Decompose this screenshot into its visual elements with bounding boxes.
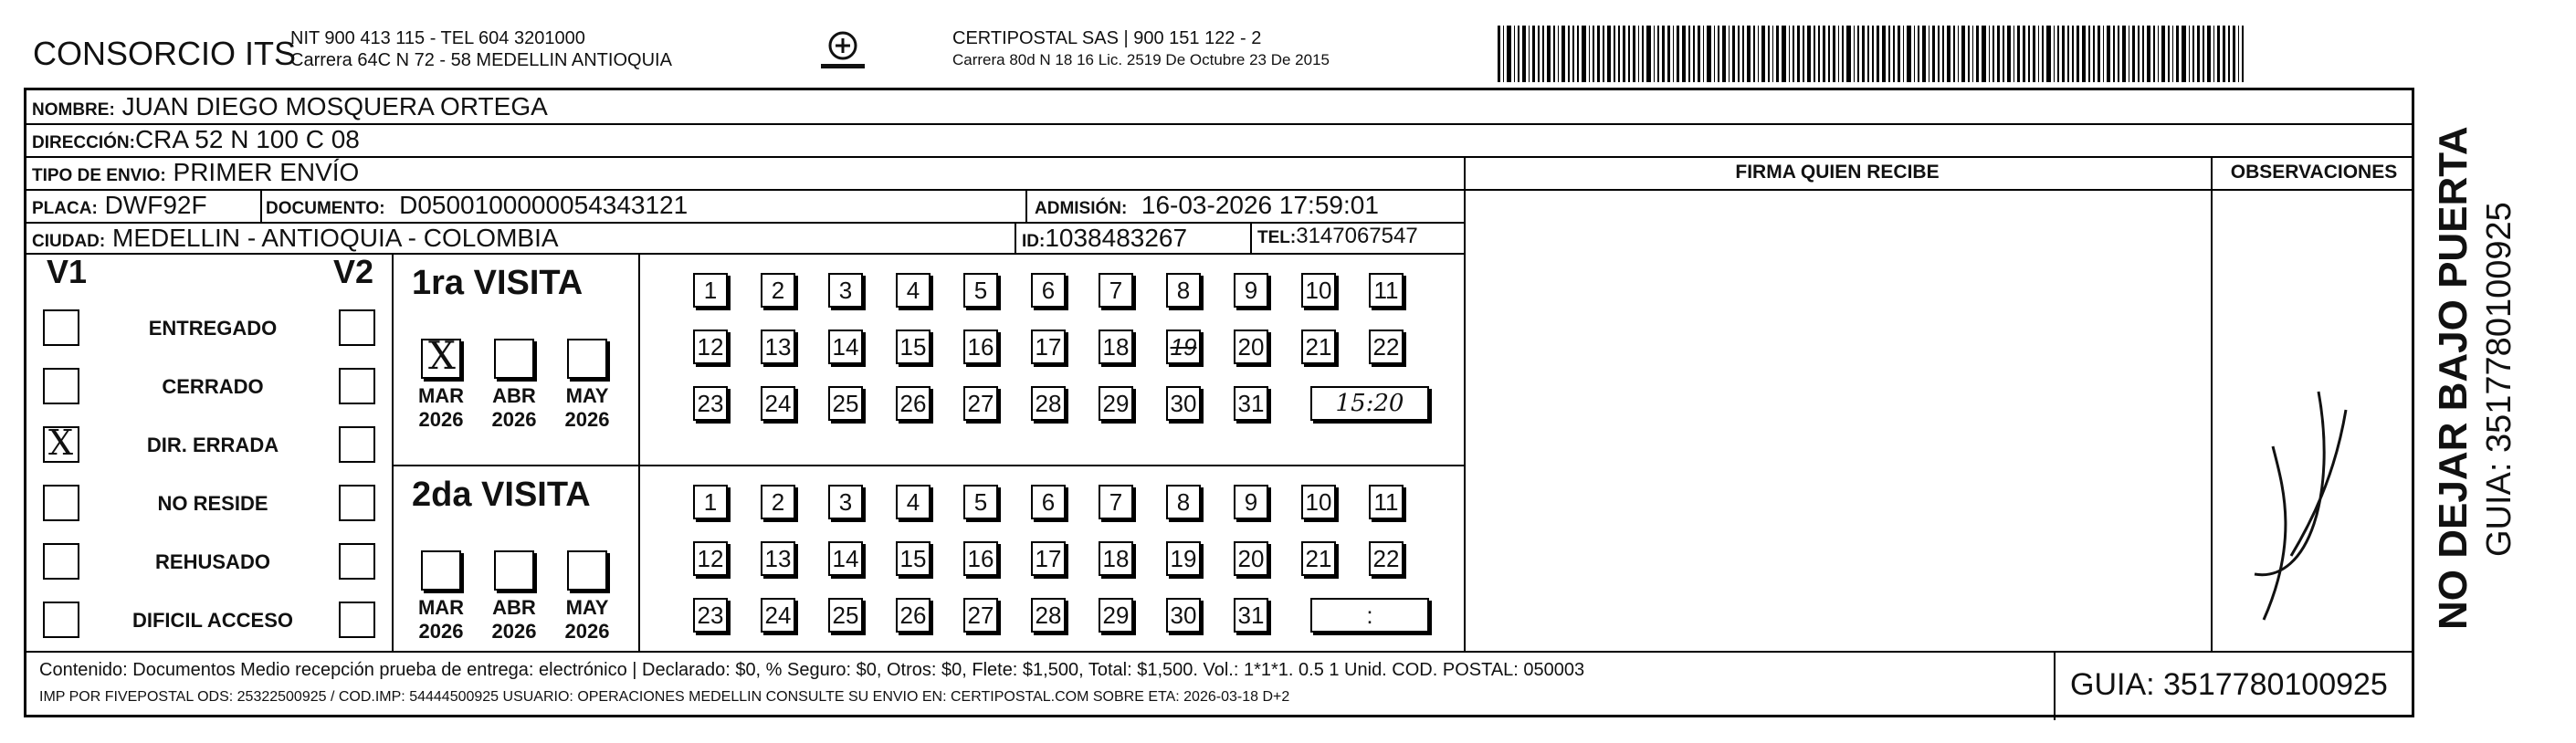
- day-box[interactable]: 18: [1099, 541, 1133, 576]
- side-guia: GUIA: 3517780100925: [2480, 202, 2518, 557]
- day-box[interactable]: 29: [1099, 386, 1133, 421]
- day-box[interactable]: 24: [761, 598, 795, 633]
- v2-checkbox[interactable]: [339, 426, 375, 463]
- day-box[interactable]: 5: [963, 273, 998, 308]
- placa-field: PLACA: DWF92F: [32, 191, 207, 219]
- month-checkbox[interactable]: [567, 550, 607, 591]
- day-box[interactable]: 11: [1369, 273, 1404, 308]
- day-box[interactable]: 21: [1301, 541, 1336, 576]
- day-box[interactable]: 6: [1031, 485, 1066, 519]
- v2-label: V2: [333, 253, 374, 290]
- day-box[interactable]: 3: [828, 273, 863, 308]
- day-box[interactable]: 7: [1099, 273, 1133, 308]
- second-visit-title: 2da VISITA: [412, 476, 591, 514]
- v1-checkbox[interactable]: [43, 485, 79, 521]
- footer-print-info: IMP POR FIVEPOSTAL ODS: 25322500925 / COD.IMP: 54444500925 USUARIO: OPERACIONES MEDELLIN CONSULTE SU ENVIO EN: CERTIPOSTAL.COM SOBRE ETA: 2026-03-18 D+2: [39, 689, 1290, 705]
- day-box[interactable]: 25: [828, 386, 863, 421]
- certipostal-logo-icon: [815, 27, 870, 75]
- company-info: [290, 27, 672, 71]
- day-box[interactable]: 29: [1099, 598, 1133, 633]
- day-box[interactable]: 3: [828, 485, 863, 519]
- v2-checkbox[interactable]: [339, 543, 375, 580]
- day-box[interactable]: 19: [1166, 541, 1201, 576]
- documento-field: DOCUMENTO: D0500100000054343121: [266, 191, 689, 219]
- day-box[interactable]: 15: [896, 541, 931, 576]
- delivery-form: [24, 88, 2414, 717]
- day-box[interactable]: 1: [693, 273, 728, 308]
- check-mark: X: [428, 333, 456, 378]
- day-box[interactable]: 7: [1099, 485, 1133, 519]
- day-box[interactable]: 6: [1031, 273, 1066, 308]
- v1-checkbox[interactable]: [43, 602, 79, 638]
- firma-header: FIRMA QUIEN RECIBE: [1735, 162, 1940, 183]
- month-checkbox[interactable]: [494, 550, 534, 591]
- day-box[interactable]: 22: [1369, 541, 1404, 576]
- day-box[interactable]: 26: [896, 598, 931, 633]
- status-label: ENTREGADO: [148, 317, 278, 340]
- day-box[interactable]: 12: [693, 330, 728, 364]
- day-box[interactable]: 17: [1031, 330, 1066, 364]
- v1-checkbox[interactable]: [43, 368, 79, 404]
- tel-field: TEL:3147067547: [1257, 224, 1418, 248]
- day-box[interactable]: 16: [963, 330, 998, 364]
- day-box[interactable]: 20: [1234, 330, 1268, 364]
- v2-checkbox[interactable]: [339, 368, 375, 404]
- day-box[interactable]: 9: [1234, 485, 1268, 519]
- day-box[interactable]: 21: [1301, 330, 1336, 364]
- day-box[interactable]: 31: [1234, 386, 1268, 421]
- day-box[interactable]: 23: [693, 598, 728, 633]
- v2-checkbox[interactable]: [339, 485, 375, 521]
- id-field: ID:1038483267: [1022, 224, 1188, 252]
- day-box[interactable]: 22: [1369, 330, 1404, 364]
- time-box[interactable]: 15:20: [1310, 386, 1429, 421]
- no-dejar-bajo-puerta: NO DEJAR BAJO PUERTA: [2431, 126, 2476, 630]
- day-box[interactable]: 27: [963, 386, 998, 421]
- company-address: Carrera 64C N 72 - 58 MEDELLIN ANTIOQUIA: [290, 50, 672, 70]
- check-mark: X: [48, 423, 74, 463]
- day-box[interactable]: 24: [761, 386, 795, 421]
- status-label: NO RESIDE: [157, 492, 268, 515]
- status-label: DIFICIL ACCESO: [131, 609, 293, 632]
- day-box[interactable]: 8: [1166, 485, 1201, 519]
- month-label: ABR 2026: [491, 384, 537, 431]
- month-checkbox[interactable]: [421, 550, 461, 591]
- carrier-info: [952, 27, 1330, 71]
- month-label: ABR 2026: [491, 596, 537, 643]
- day-box[interactable]: 1: [693, 485, 728, 519]
- month-checkbox[interactable]: [567, 339, 607, 379]
- day-box[interactable]: 15: [896, 330, 931, 364]
- barcode: [1498, 26, 2246, 82]
- day-box[interactable]: 2: [761, 273, 795, 308]
- carrier-address: Carrera 80d N 18 16 Lic. 2519 De Octubre 23 De 2015: [952, 51, 1330, 68]
- day-box[interactable]: 5: [963, 485, 998, 519]
- v1-checkbox[interactable]: [43, 309, 79, 346]
- day-box[interactable]: 10: [1301, 485, 1336, 519]
- day-box[interactable]: 18: [1099, 330, 1133, 364]
- v2-checkbox[interactable]: [339, 309, 375, 346]
- day-box[interactable]: 16: [963, 541, 998, 576]
- status-label: REHUSADO: [155, 550, 270, 573]
- day-box[interactable]: 4: [896, 485, 931, 519]
- day-box[interactable]: 11: [1369, 485, 1404, 519]
- company-nit: NIT 900 413 115 - TEL 604 3201000: [290, 28, 585, 48]
- day-box[interactable]: 2: [761, 485, 795, 519]
- day-box[interactable]: 14: [828, 541, 863, 576]
- day-box[interactable]: 28: [1031, 598, 1066, 633]
- observaciones-header: OBSERVACIONES: [2230, 162, 2398, 183]
- month-checkbox[interactable]: [494, 339, 534, 379]
- day-box[interactable]: 12: [693, 541, 728, 576]
- month-checkbox[interactable]: [421, 333, 461, 379]
- day-box[interactable]: 27: [963, 598, 998, 633]
- day-box[interactable]: 9: [1234, 273, 1268, 308]
- day-box[interactable]: 13: [761, 330, 795, 364]
- status-label: CERRADO: [162, 375, 264, 398]
- footer-contents: Contenido: Documentos Medio recepción prueba de entrega: electrónico | Declarado: $0, % Seguro: $0, Otros: $0, Flete: $1,500, Total: $1,500. Vol.: 1*1*1. 0.5 1 Unid. COD. POSTAL: 050003: [39, 660, 1585, 680]
- v1-checkbox[interactable]: [43, 423, 79, 463]
- day-box[interactable]: 30: [1166, 386, 1201, 421]
- company-name: CONSORCIO ITS: [33, 35, 297, 72]
- time-box[interactable]: :: [1310, 598, 1429, 633]
- day-box[interactable]: 14: [828, 330, 863, 364]
- footer-guia: GUIA: 3517780100925: [2070, 667, 2388, 702]
- v1-label: V1: [47, 253, 88, 290]
- direccion-field: DIRECCIÓN:CRA 52 N 100 C 08: [32, 125, 360, 153]
- day-box[interactable]: 4: [896, 273, 931, 308]
- day-box[interactable]: 25: [828, 598, 863, 633]
- admision-field: ADMISIÓN: 16-03-2026 17:59:01: [1035, 191, 1379, 219]
- day-box[interactable]: 26: [896, 386, 931, 421]
- first-visit-title: 1ra VISITA: [412, 264, 584, 302]
- v1-checkbox[interactable]: [43, 543, 79, 580]
- v2-checkbox[interactable]: [339, 602, 375, 638]
- carrier-nit: CERTIPOSTAL SAS | 900 151 122 - 2: [952, 28, 1262, 48]
- month-label: MAR 2026: [417, 384, 465, 431]
- tipo-envio-field: TIPO DE ENVIO: PRIMER ENVÍO: [32, 158, 360, 186]
- signature-mark: [2236, 355, 2373, 629]
- status-label: DIR. ERRADA: [146, 434, 279, 456]
- month-label: MAR 2026: [417, 596, 465, 643]
- month-label: MAY 2026: [564, 384, 610, 431]
- day-box[interactable]: 28: [1031, 386, 1066, 421]
- day-box[interactable]: 10: [1301, 273, 1336, 308]
- ciudad-field: CIUDAD: MEDELLIN - ANTIOQUIA - COLOMBIA: [32, 224, 559, 252]
- day-box[interactable]: 19: [1166, 330, 1201, 364]
- day-box[interactable]: 30: [1166, 598, 1201, 633]
- day-box[interactable]: 13: [761, 541, 795, 576]
- day-box[interactable]: 17: [1031, 541, 1066, 576]
- month-label: MAY 2026: [564, 596, 610, 643]
- day-box[interactable]: 20: [1234, 541, 1268, 576]
- day-box[interactable]: 31: [1234, 598, 1268, 633]
- nombre-field: NOMBRE: JUAN DIEGO MOSQUERA ORTEGA: [32, 92, 548, 120]
- day-box[interactable]: 23: [693, 386, 728, 421]
- day-box[interactable]: 8: [1166, 273, 1201, 308]
